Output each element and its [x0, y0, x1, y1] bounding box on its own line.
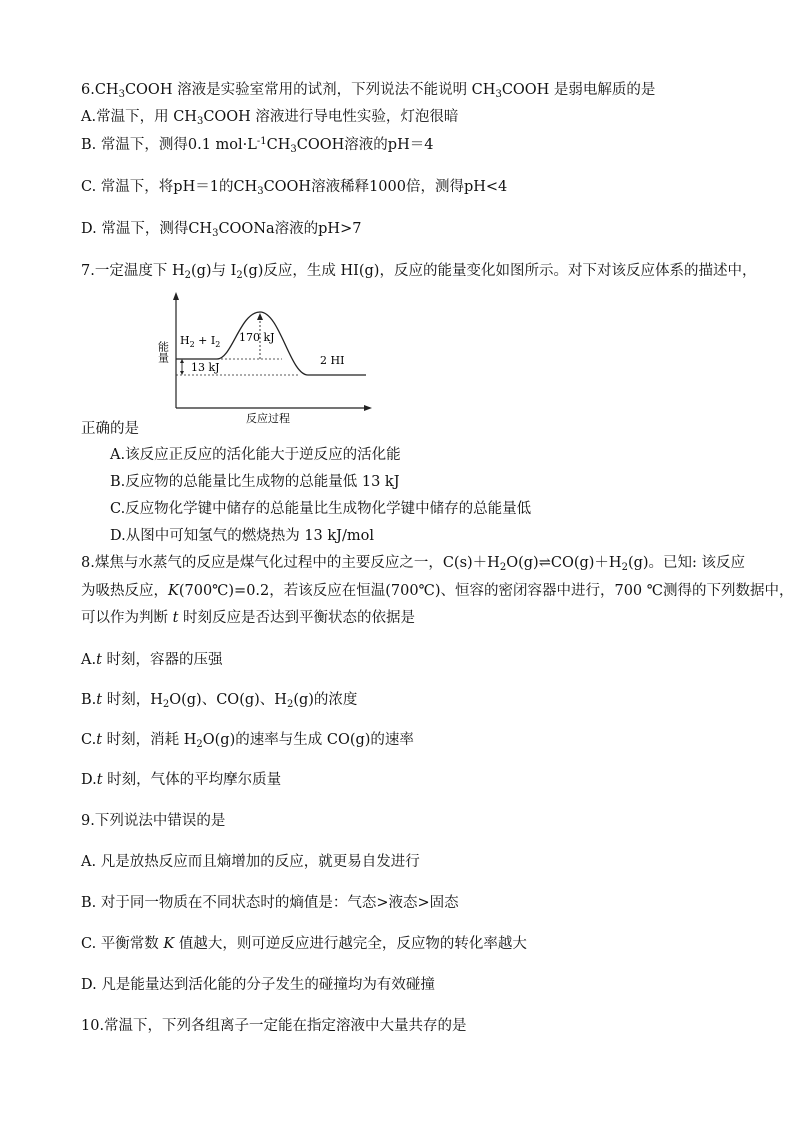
- ea-arrow-head: [257, 313, 263, 320]
- product-label: 2 HI: [320, 354, 345, 367]
- q8-option-d: D.t 时刻，气体的平均摩尔质量: [81, 772, 282, 788]
- q10-stem: 10.常温下，下列各组离子一定能在指定溶液中大量共存的是: [81, 1018, 467, 1034]
- q9-stem: 9.下列说法中错误的是: [81, 813, 226, 829]
- q6-option-c: C. 常温下，将pH＝1的$CH_3COOH$溶液稀释1000倍，测得pH<4: [81, 179, 508, 197]
- x-axis-arrow: [364, 405, 372, 411]
- q8-option-a: A.t 时刻，容器的压强: [81, 652, 223, 668]
- y-axis-label: 能量: [156, 341, 170, 363]
- q8-stem-line-2: 为吸热反应，K(700℃)=0.2，若该反应在恒温(700℃)、恒容的密闭容器中进行，700 ℃测得的下列数据中，: [81, 583, 794, 599]
- q7-continuation: 正确的是: [81, 421, 139, 437]
- q9-option-b: B. 对于同一物质在不同状态时的熵值是：气态>液态>固态: [81, 895, 459, 911]
- q6-stem: $6.CH_3COOH$ 溶液是实验室常用的试剂，下列说法不能说明 $CH_3COOH$ 是弱电解质的是: [81, 82, 656, 100]
- x-axis-label: 反应过程: [246, 412, 290, 425]
- q8-stem-line-1: 8.煤焦与水蒸气的反应是煤气化过程中的主要反应之一，$C(s)+H_2O(g)\rightleftharpoons CO(g)+H_2(g)$。已知: 该反应: [81, 555, 746, 573]
- q8-option-b: B.t 时刻，$H_2O(g)$、CO(g)、$H_2(g)$的浓度: [81, 692, 358, 710]
- y-axis-arrow: [173, 292, 179, 300]
- energy-diagram: [150, 292, 390, 432]
- q9-option-a: A. 凡是放热反应而且熵增加的反应，就更易自发进行: [81, 854, 420, 870]
- q6-option-d: D. 常温下，测得$CH_3COONa$溶液的pH>7: [81, 221, 362, 239]
- equilibrium-arrow: ⇌: [538, 555, 551, 571]
- q7-option-a: A.该反应正反应的活化能大于逆反应的活化能: [110, 447, 401, 463]
- q7-option-b: B.反应物的总能量比生成物的总能量低 13 kJ: [110, 474, 400, 490]
- q8-option-c: C.t 时刻，消耗 $H_2O(g)$的速率与生成 CO(g)的速率: [81, 732, 414, 750]
- q9-option-c: C. 平衡常数 K 值越大，则可逆反应进行越完全，反应物的转化率越大: [81, 936, 527, 952]
- q9-option-d: D. 凡是能量达到活化能的分子发生的碰撞均为有效碰撞: [81, 977, 435, 993]
- q7-option-c: C.反应物化学键中储存的总能量比生成物化学键中储存的总能量低: [110, 501, 532, 517]
- q8-stem-line-3: 可以作为判断 t 时刻反应是否达到平衡状态的依据是: [81, 610, 416, 626]
- dh-label: 13 kJ: [191, 361, 220, 374]
- reactant-label: $H_2 + I_2$: [180, 334, 221, 349]
- dh-arrow-head-bottom: [180, 371, 184, 375]
- ea-label: 170 kJ: [239, 331, 275, 344]
- q7-option-d: D.从图中可知氢气的燃烧热为 13 kJ/mol: [110, 528, 374, 544]
- q6-option-b: B. 常温下，测得0.1 $mol\cdot L^{-1}CH_3COOH$溶液的pH＝4: [81, 136, 434, 155]
- q7-stem: 7.一定温度下 $H_2(g)$与 $I_2(g)$反应，生成 HI(g)，反应的能量变化如图所示。对下对该反应体系的描述中，: [81, 263, 757, 281]
- q6-option-a: A.常温下，用 $CH_3COOH$ 溶液进行导电性实验，灯泡很暗: [81, 109, 459, 127]
